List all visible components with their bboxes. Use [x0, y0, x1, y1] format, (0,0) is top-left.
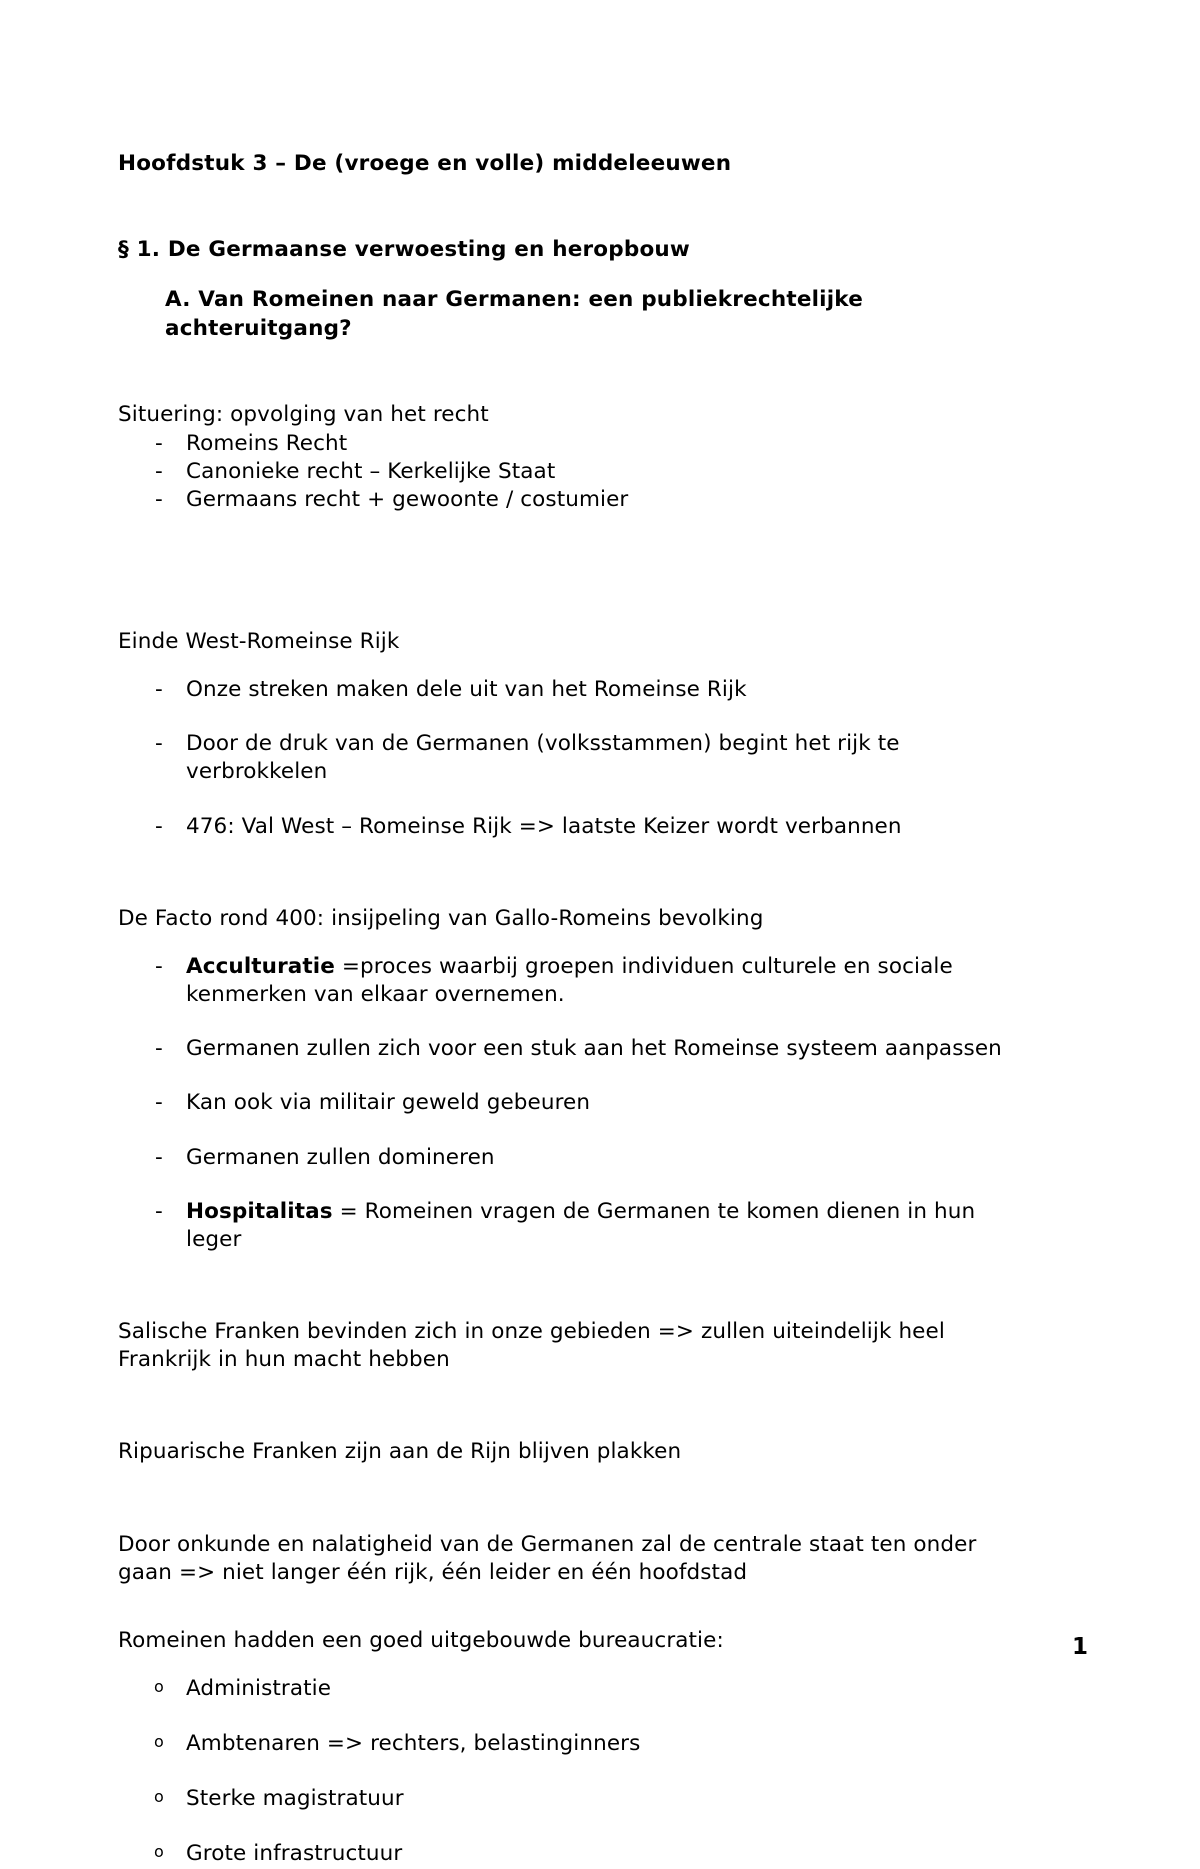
spacer: [118, 1374, 1025, 1438]
list-item-label: Grote infrastructuur: [186, 1841, 403, 1867]
circle-bullet-icon: o: [154, 1676, 164, 1696]
bureaucratie-list: [118, 1675, 1025, 1869]
list-item-label: Romeins Recht: [186, 430, 348, 456]
list-item-label: 476: Val West – Romeinse Rijk => laatste Keizer wordt verbannen: [186, 813, 902, 839]
dash-bullet-icon: -: [155, 486, 163, 512]
circle-bullet-icon: o: [154, 1842, 164, 1862]
list-item: [118, 1675, 1025, 1703]
subsection-title: A. Van Romeinen naar Germanen: een publiekrechtelijke achteruitgang?: [165, 287, 864, 341]
list-item: [118, 1035, 1025, 1063]
list-item: [118, 730, 1025, 786]
list-item: [118, 1730, 1025, 1758]
dash-bullet-icon: -: [155, 1036, 163, 1062]
dash-bullet-icon: -: [155, 1198, 163, 1224]
door-onkunde-paragraph: Door onkunde en nalatigheid van de Germanen zal de centrale staat ten onder gaan => niet langer één rijk, één leider en één hoofdstad: [118, 1531, 977, 1585]
dash-bullet-icon: -: [155, 1144, 163, 1170]
salische-franken-paragraph: Salische Franken bevinden zich in onze gebieden => zullen uiteindelijk heel Frankrijk in hun macht hebben: [118, 1319, 945, 1373]
spacer: [118, 1254, 1025, 1318]
list-item: [118, 486, 1025, 514]
circle-bullet-icon: o: [154, 1787, 164, 1807]
spacer: [118, 1587, 1025, 1627]
list-item: [118, 1785, 1025, 1813]
list-item-label: Ambtenaren => rechters, belastinginners: [186, 1731, 641, 1757]
ripuarische-franken-paragraph: Ripuarische Franken zijn aan de Rijn blijven plakken: [118, 1439, 682, 1465]
defacto-list: [118, 953, 1025, 1254]
situering-lead: Situering: opvolging van het recht: [118, 402, 489, 428]
list-item-label: Sterke magistratuur: [186, 1786, 404, 1812]
list-item: [118, 813, 1025, 841]
list-item-label: Germaans recht + gewoonte / costumier: [186, 486, 629, 512]
spacer: [118, 841, 1025, 905]
list-item-label: Canonieke recht – Kerkelijke Staat: [186, 458, 556, 484]
dash-bullet-icon: -: [155, 953, 163, 979]
list-item-label: Kan ook via militair geweld gebeuren: [186, 1090, 591, 1116]
list-item: [118, 458, 1025, 486]
document-body: [118, 150, 1025, 1869]
list-item-label: = Romeinen vragen de Germanen te komen dienen in hun leger: [186, 1198, 976, 1252]
list-item-term: Acculturatie: [186, 953, 335, 979]
spacer: [118, 1467, 1025, 1531]
chapter-title: Hoofdstuk 3 – De (vroege en volle) middeleeuwen: [118, 151, 732, 176]
list-item-label: =proces waarbij groepen individuen culturele en sociale kenmerken van elkaar overnemen.: [186, 953, 953, 1008]
list-item-label: Germanen zullen domineren: [186, 1144, 495, 1170]
list-item: [118, 676, 1025, 704]
section-title: § 1. De Germaanse verwoesting en heropbouw: [118, 236, 690, 262]
einde-list: [118, 676, 1025, 841]
spacer: [118, 1655, 1025, 1675]
dash-bullet-icon: -: [155, 458, 163, 484]
list-item-label: Onze streken maken dele uit van het Romeinse Rijk: [186, 677, 747, 703]
situering-list: [118, 430, 1025, 514]
dash-bullet-icon: -: [155, 731, 163, 757]
list-item-label: Germanen zullen zich voor een stuk aan het Romeinse systeem aanpassen: [186, 1036, 1002, 1062]
spacer: [118, 514, 1025, 628]
dash-bullet-icon: -: [155, 1090, 163, 1116]
list-item: [118, 1144, 1025, 1172]
defacto-lead: De Facto rond 400: insijpeling van Gallo-Romeins bevolking: [118, 905, 764, 931]
dash-bullet-icon: -: [155, 813, 163, 839]
list-item: [118, 1198, 1025, 1254]
bureaucratie-lead: Romeinen hadden een goed uitgebouwde bureaucratie:: [118, 1627, 724, 1653]
circle-bullet-icon: o: [154, 1732, 164, 1752]
dash-bullet-icon: -: [155, 677, 163, 703]
list-item: [118, 953, 1025, 1009]
dash-bullet-icon: -: [155, 430, 163, 456]
list-item: [118, 1840, 1025, 1868]
list-item: [118, 1089, 1025, 1117]
spacer: [118, 933, 1025, 953]
spacer: [118, 343, 1025, 401]
einde-lead: Einde West-Romeinse Rijk: [118, 629, 400, 654]
list-item-term: Hospitalitas: [186, 1198, 333, 1224]
page-number: 1: [1071, 1634, 1088, 1660]
list-item-label: Door de druk van de Germanen (volksstammen) begint het rijk te verbrokkelen: [186, 731, 900, 785]
list-item: [118, 430, 1025, 458]
list-item-label: Administratie: [186, 1675, 332, 1701]
spacer: [118, 656, 1025, 676]
